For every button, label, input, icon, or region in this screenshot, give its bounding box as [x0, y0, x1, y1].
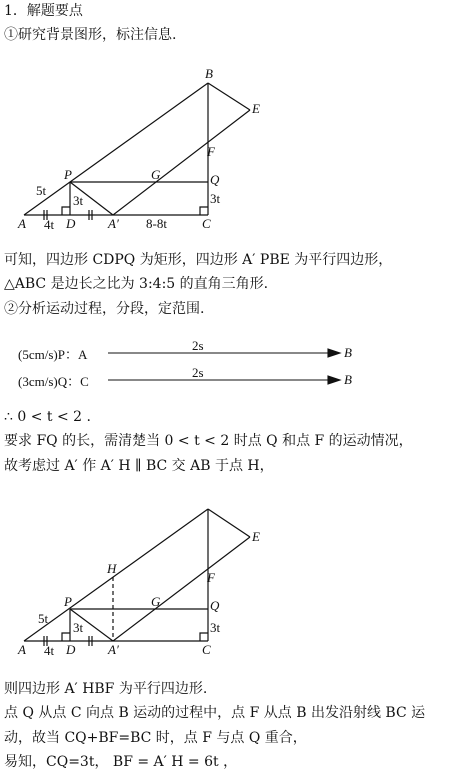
line-ea-prime: [113, 110, 250, 215]
para1-line1: 可知，四边形 CDPQ 为矩形，四边形 A′ PBE 为平行四边形，: [4, 252, 393, 268]
label-8-8t: 8-8t: [146, 216, 167, 231]
right-angle-d: [62, 207, 70, 215]
label-p: P: [64, 594, 72, 609]
label-4t: 4t: [44, 643, 55, 658]
para3-line1: 则四边形 A′ HBF 为平行四边形.: [4, 681, 208, 697]
label-3t-left: 3t: [73, 193, 84, 208]
label-e: E: [252, 101, 260, 116]
label-c: C: [202, 642, 211, 657]
label-5t: 5t: [36, 183, 47, 198]
label-c: C: [202, 216, 211, 231]
label-3t-left: 3t: [73, 620, 84, 635]
geometry-figure-1: [0, 60, 300, 240]
motion-q-time: 2s: [192, 365, 204, 380]
right-angle-c: [200, 633, 208, 641]
section-heading: 1．解题要点: [4, 3, 83, 19]
motion-p-label: (5cm/s)P：A: [18, 347, 88, 362]
right-angle-d: [62, 633, 70, 641]
label-h: H: [107, 561, 117, 576]
label-3t-right: 3t: [210, 191, 221, 206]
line-be: [208, 83, 250, 110]
label-5t: 5t: [38, 611, 49, 626]
line-ab: [24, 83, 208, 215]
motion-q-end: B: [344, 372, 352, 387]
label-4t: 4t: [44, 217, 55, 232]
label-q: Q: [210, 172, 220, 187]
label-a-prime: A′: [108, 642, 119, 657]
para2-line1: ∴ 0 < t < 2 .: [4, 409, 91, 425]
step-1-text: ①研究背景图形，标注信息.: [4, 27, 177, 43]
label-q: Q: [210, 598, 220, 613]
label-e: E: [252, 529, 260, 544]
para3-line3: 动，故当 CQ+BF=BC 时，点 F 与点 Q 重合，: [4, 730, 307, 746]
label-3t-right: 3t: [210, 620, 221, 635]
label-p: P: [64, 167, 72, 182]
para2-line3: 故考虑过 A′ 作 A′ H ∥ BC 交 AB 于点 H，: [4, 458, 274, 474]
para2-line2: 要求 FQ 的长，需清楚当 0 < t < 2 时点 Q 和点 F 的运动情况，: [4, 433, 413, 449]
label-g: G: [151, 167, 161, 182]
label-f: F: [207, 144, 215, 159]
para1-line3: ②分析运动过程，分段，定范围.: [4, 301, 205, 317]
para3-line4: 易知，CQ=3t， BF = A′ H = 6t ，: [4, 754, 238, 770]
label-f: F: [207, 570, 215, 585]
label-d: D: [66, 216, 76, 231]
geometry-figure-2: [0, 500, 300, 670]
para1-line2: △ABC 是边长之比为 3:4:5 的直角三角形.: [4, 276, 269, 292]
motion-q-label: (3cm/s)Q：C: [18, 374, 89, 389]
motion-arrows: [0, 335, 467, 395]
motion-p-end: B: [344, 345, 352, 360]
label-d: D: [66, 642, 76, 657]
label-a: A: [18, 642, 26, 657]
label-a-prime: A′: [108, 216, 119, 231]
right-angle-c: [200, 207, 208, 215]
label-g: G: [151, 594, 161, 609]
para3-line2: 点 Q 从点 C 向点 B 运动的过程中，点 F 从点 B 出发沿射线 BC 运: [4, 705, 426, 721]
line-be: [208, 509, 250, 537]
label-a: A: [18, 216, 26, 231]
line-ea-prime: [113, 537, 250, 641]
motion-p-time: 2s: [192, 338, 204, 353]
label-b: B: [205, 66, 213, 81]
